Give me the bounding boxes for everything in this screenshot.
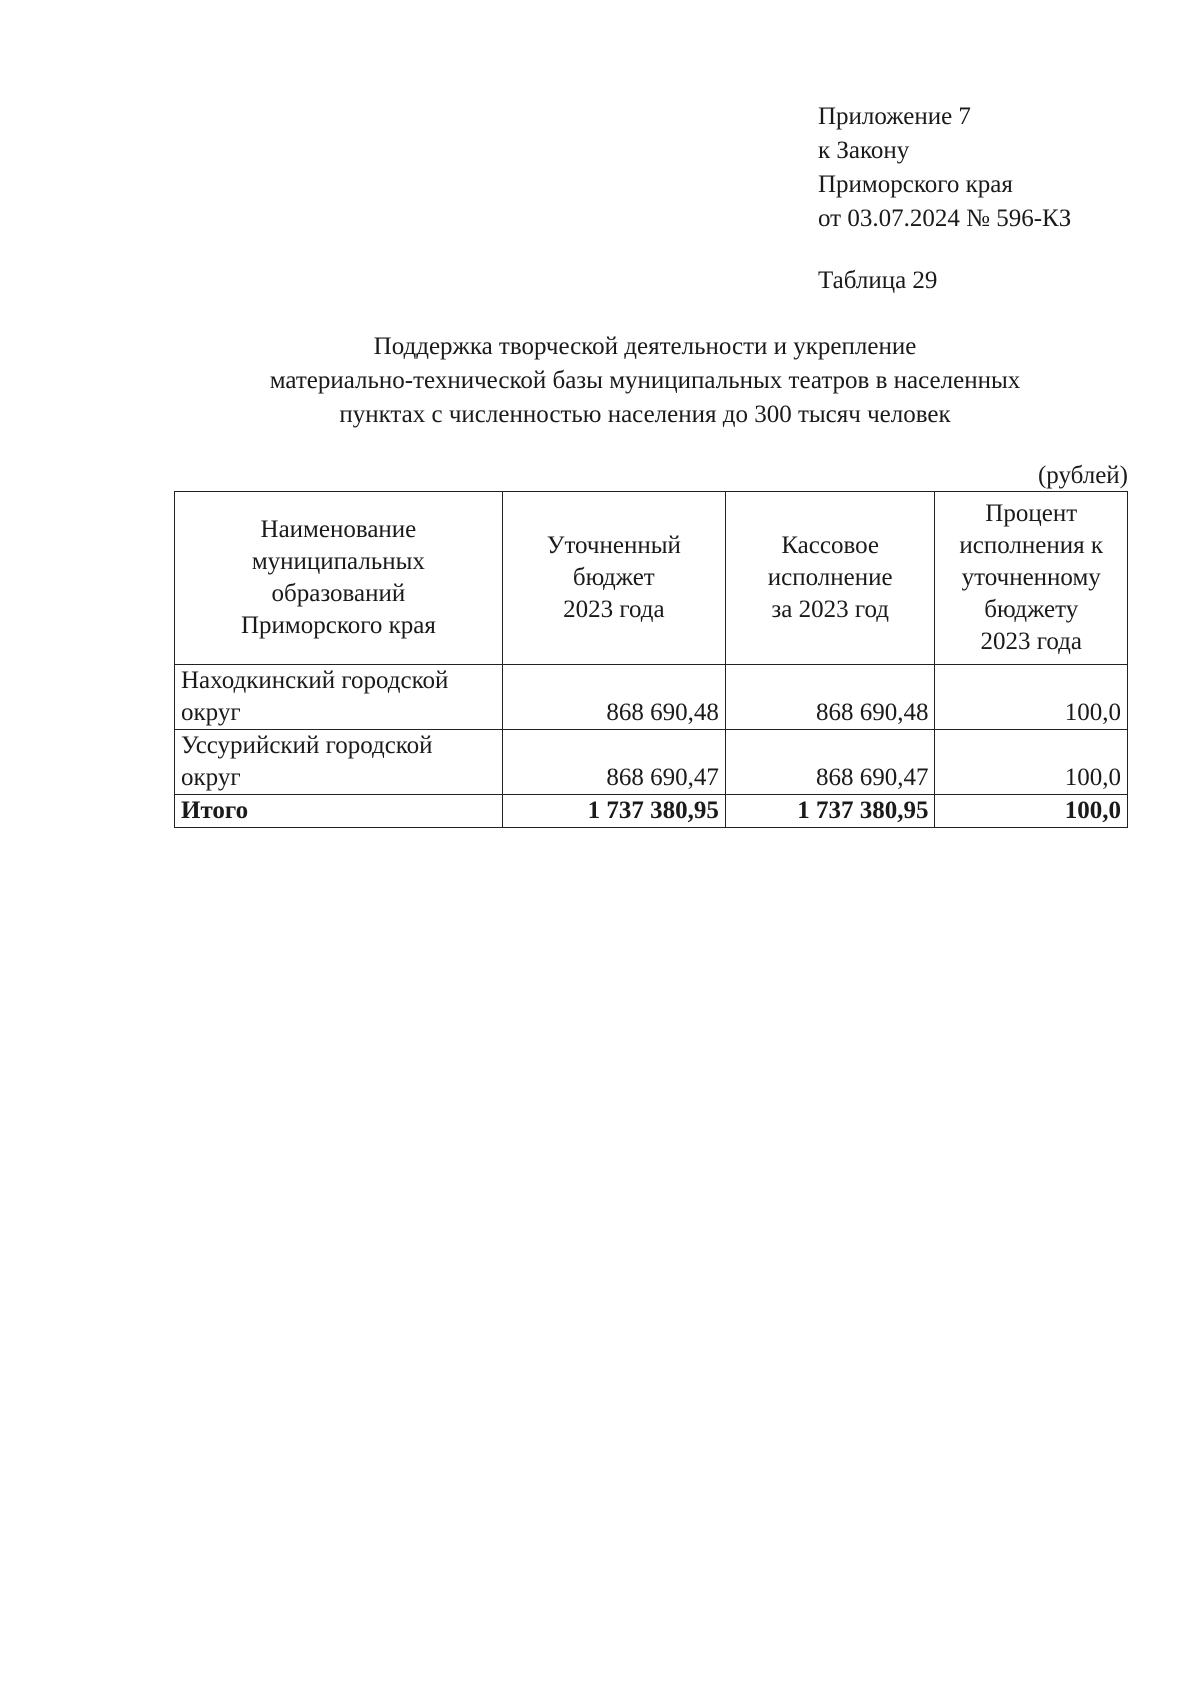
header-line: исполнения к [959,532,1104,559]
title-line: Поддержка творческой деятельности и укрепление [373,333,917,360]
header-line: Процент [985,500,1078,527]
header-line: бюджет [572,564,655,591]
percent-value: 100,0 [935,665,1128,730]
name-line: Уссурийский городской [181,732,433,759]
table-number: Таблица 29 [818,267,938,294]
header-percent [935,492,1128,665]
name-line: округ [181,699,241,726]
header-line: 2023 года [980,628,1082,655]
header-line: Наименование [260,516,417,543]
execution-value: 868 690,48 [725,665,935,730]
budget-value: 868 690,47 [502,730,725,795]
total-label: Итого [175,795,503,828]
header-line: Уточненный [546,532,681,559]
header-line: муниципальных [251,548,425,575]
appendix-line: к Закону [818,137,910,164]
table-row [175,665,1128,730]
header-line: образований [271,580,406,607]
total-execution-value: 1 737 380,95 [725,795,935,828]
appendix-line: Приложение 7 [818,103,971,130]
title-line: пунктах с численностью населения до 300 тысяч человек [339,401,951,428]
header-municipality [175,492,503,665]
header-budget [502,492,725,665]
table-header-row [175,492,1128,665]
total-percent-value: 100,0 [935,795,1128,828]
budget-value: 868 690,48 [502,665,725,730]
units-label: (рублей) [1037,462,1128,489]
header-line: Кассовое [781,532,879,559]
header-line: 2023 года [563,596,665,623]
appendix-reference [818,100,1071,236]
header-line: за 2023 год [771,596,889,623]
budget-table [174,491,1128,828]
municipality-name [175,730,503,795]
appendix-line: от 03.07.2024 № 596-КЗ [818,205,1072,232]
header-execution [725,492,935,665]
total-row [175,795,1128,828]
header-line: уточненному [961,564,1101,591]
execution-value: 868 690,47 [725,730,935,795]
header-line: Приморского края [240,612,436,639]
municipality-name [175,665,503,730]
header-line: исполнение [767,564,893,591]
title-line: материально-технической базы муниципальных театров в населенных [269,367,1021,394]
appendix-line: Приморского края [818,171,1013,198]
name-line: округ [181,764,241,791]
total-budget-value: 1 737 380,95 [502,795,725,828]
document-title [150,330,1140,432]
table-row [175,730,1128,795]
percent-value: 100,0 [935,730,1128,795]
name-line: Находкинский городской [181,667,449,694]
header-line: бюджету [984,596,1079,623]
